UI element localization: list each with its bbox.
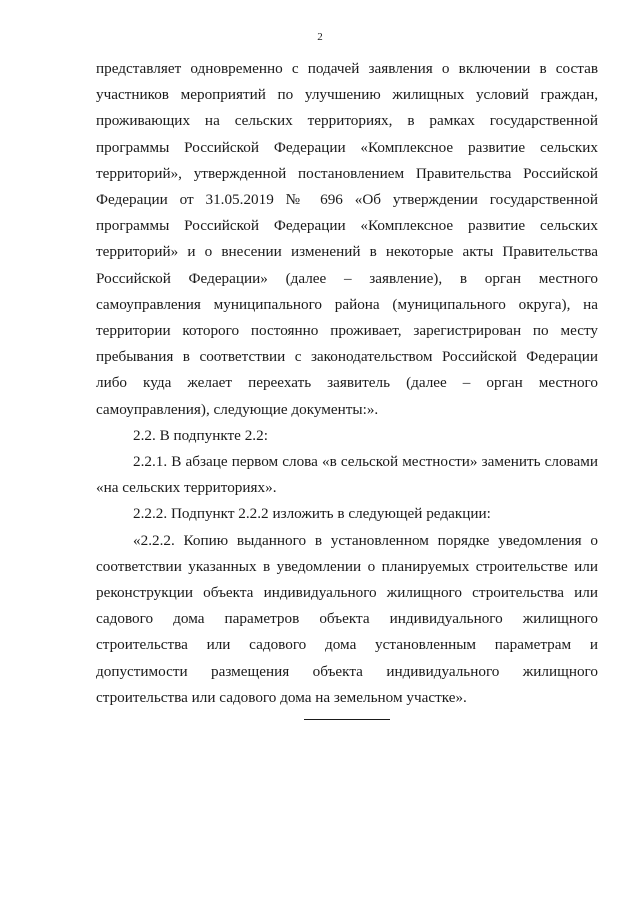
page-number: 2 — [317, 31, 323, 43]
paragraph-2-2-2-text: «2.2.2. Копию выданного в установленном порядке уведомления о соответствии указанных в уведомлении о планируемых строительстве или реконструкции объекта индивидуального жилищного строительства или садового дома параметров объекта индивидуального жилищного строительства или садового дома установленным параметрам и допустимости размещения объекта индивидуального жилищного строительства или садового дома на земельном участке». — [96, 531, 598, 706]
paragraph-2-2-1: 2.2.1. В абзаце первом слова «в сельской местности» заменить словами «на сельских территориях». — [96, 453, 598, 497]
paragraph-2-2: 2.2. В подпункте 2.2: — [133, 426, 268, 444]
document-body — [96, 56, 598, 711]
end-divider — [304, 719, 390, 720]
paragraph-continuation: представляет одновременно с подачей заявления о включении в состав участников мероприятий по улучшению жилищных условий граждан, проживающих на сельских территориях, в рамках государственной программы Российской Федерации «Комплексное развитие сельских территорий», утвержденной постановлением Правительства Российской Федерации от 31.05.2019 № 696 «Об утверждении государственной программы Российской Федерации «Комплексное развитие сельских территорий» и о внесении изменений в некоторые акты Правительства Российской Федерации» (далее – заявление), в орган местного самоуправления муниципального района (муниципального округа), на территории которого постоянно проживает, зарегистрирован по месту пребывания в соответствии с законодательством Российской Федерации либо куда желает переехать заявитель (далее – орган местного самоуправления), следующие документы:». — [96, 60, 598, 418]
paragraph-2-2-2-heading: 2.2.2. Подпункт 2.2.2 изложить в следующей редакции: — [133, 505, 491, 523]
